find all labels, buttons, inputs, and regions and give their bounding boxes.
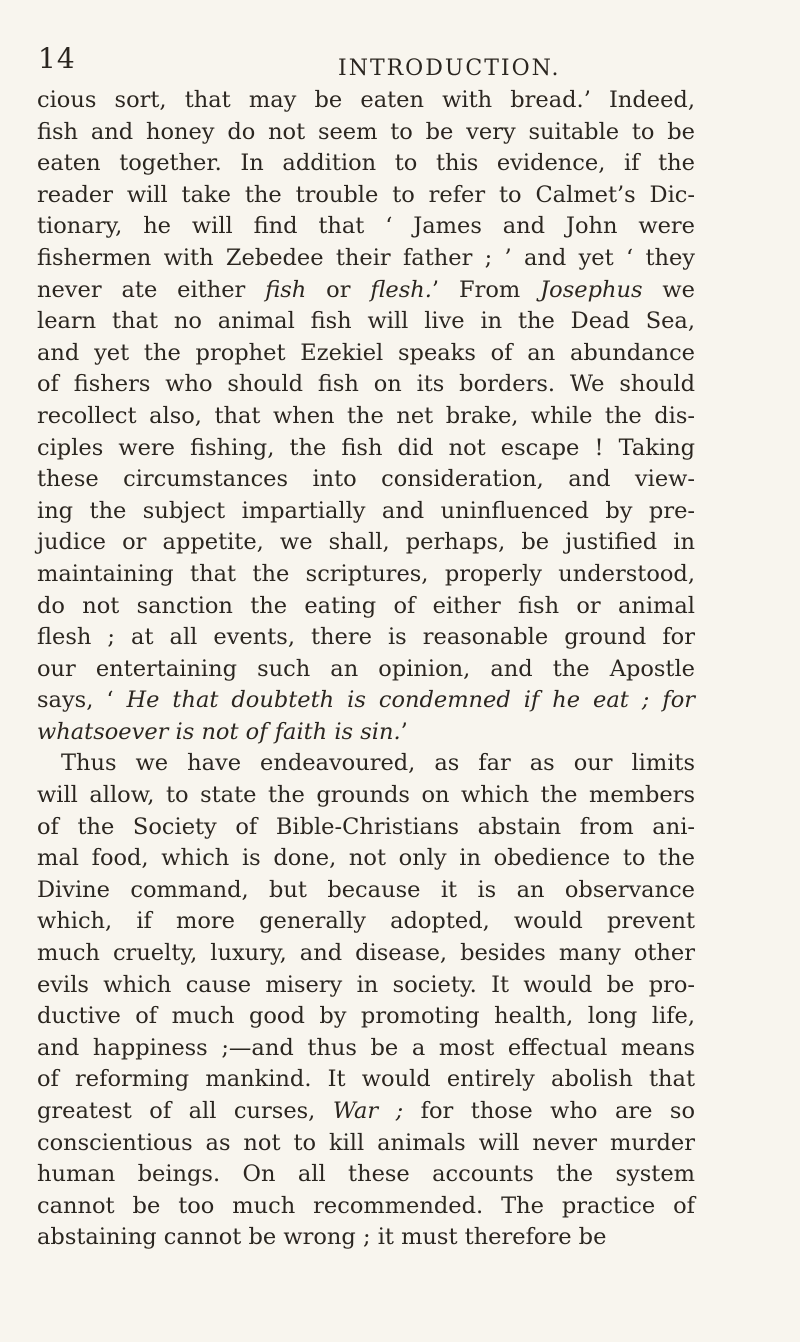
text-line — [37, 148, 695, 180]
text-run: and happiness ;—and thus be a most effectual means — [37, 1034, 695, 1061]
text-run: ductive of much good by promoting health, long life, — [37, 1003, 695, 1030]
text-run: of fishers who should fish on its borders. We should — [37, 371, 695, 398]
text-run: will allow, to state the grounds on which the members — [37, 782, 695, 809]
italic-text: whatsoever is not of faith is sin. — [37, 718, 401, 745]
text-run: judice or appetite, we shall, perhaps, be justified in — [37, 529, 695, 556]
text-line — [37, 338, 695, 370]
text-line — [37, 748, 695, 780]
text-run: fishermen with Zebedee their father ; ’ and yet ‘ they — [37, 244, 695, 271]
text-line — [37, 243, 695, 275]
text-run: learn that no animal fish will live in the Dead Sea, — [37, 308, 695, 335]
text-line — [37, 180, 695, 212]
text-run: maintaining that the scriptures, properly understood, — [37, 560, 695, 587]
text-line — [37, 591, 695, 623]
text-run: ing the subject impartially and uninfluenced by pre- — [37, 497, 695, 524]
text-line — [37, 1222, 695, 1254]
text-line — [37, 938, 695, 970]
text-line — [37, 1191, 695, 1223]
text-line — [37, 875, 695, 907]
text-run: reader will take the trouble to refer to Calmet’s Dic- — [37, 181, 695, 208]
text-line — [37, 622, 695, 654]
text-line — [37, 812, 695, 844]
italic-text: flesh. — [370, 276, 432, 303]
text-run: tionary, he will find that ‘ James and John were — [37, 213, 695, 240]
text-line — [37, 433, 695, 465]
text-line — [37, 970, 695, 1002]
text-line — [37, 1064, 695, 1096]
text-run: abstaining cannot be wrong ; it must therefore be — [37, 1224, 607, 1251]
text-line — [37, 369, 695, 401]
text-line — [37, 1159, 695, 1191]
text-line — [37, 1128, 695, 1160]
body-text — [37, 85, 695, 1254]
text-run: never ate either — [37, 276, 266, 303]
text-line — [37, 843, 695, 875]
running-head-title: INTRODUCTION. — [338, 56, 561, 81]
text-run: for those who are so — [403, 1098, 695, 1124]
text-run: eaten together. In addition to this evidence, if the — [37, 150, 695, 177]
text-run: our entertaining such an opinion, and the Apostle — [37, 655, 695, 682]
text-run: flesh ; at all events, there is reasonable ground for — [37, 624, 695, 651]
text-run: recollect also, that when the net brake, while the dis- — [37, 402, 695, 429]
text-run: human beings. On all these accounts the system — [37, 1161, 695, 1188]
text-line — [37, 401, 695, 433]
text-run: which, if more generally adopted, would prevent — [37, 908, 695, 935]
text-run: cannot be too much recommended. The practice of — [37, 1192, 695, 1219]
text-run: Divine command, but because it is an observance — [37, 876, 695, 903]
text-run: we — [642, 276, 695, 303]
text-run: do not sanction the eating of either fish or animal — [37, 592, 695, 619]
text-run: says, ‘ — [37, 687, 127, 714]
text-line — [37, 496, 695, 528]
text-line — [37, 1096, 695, 1128]
text-line — [37, 464, 695, 496]
text-run: greatest of all curses, — [37, 1098, 333, 1124]
text-run: Thus we have endeavoured, as far as our limits — [61, 750, 695, 777]
text-run: mal food, which is done, not only in obedience to the — [37, 845, 695, 872]
text-line — [37, 1033, 695, 1065]
text-run: conscientious as not to kill animals will never murder — [37, 1129, 695, 1156]
page-number: 14 — [38, 42, 76, 75]
text-line — [37, 306, 695, 338]
text-run: and yet the prophet Ezekiel speaks of an abundance — [37, 339, 695, 366]
text-line — [37, 117, 695, 149]
text-run: ’ — [400, 718, 408, 745]
italic-text: War ; — [332, 1098, 404, 1124]
text-line — [37, 906, 695, 938]
text-line — [37, 211, 695, 243]
text-run: much cruelty, luxury, and disease, besides many other — [37, 940, 695, 967]
text-run: ciples were fishing, the fish did not escape ! Taking — [37, 434, 695, 461]
text-run: of reforming mankind. It would entirely abolish that — [37, 1066, 695, 1093]
text-line — [37, 780, 695, 812]
text-line — [37, 559, 695, 591]
text-run: evils which cause misery in society. It would be pro- — [37, 971, 695, 998]
text-line — [37, 527, 695, 559]
italic-text: fish — [265, 276, 307, 303]
text-line — [37, 685, 695, 717]
text-line — [37, 85, 695, 117]
text-run: ’ From — [431, 276, 541, 303]
text-run: these circumstances into consideration, and view- — [37, 466, 695, 493]
text-run: cious sort, that may be eaten with bread.’ Indeed, — [37, 87, 695, 113]
text-run: or — [306, 276, 371, 303]
text-run: of the Society of Bible-Christians abstain from ani- — [37, 813, 695, 840]
text-run: fish and honey do not seem to be very suitable to be — [37, 118, 695, 145]
text-line — [37, 1001, 695, 1033]
text-line — [37, 654, 695, 686]
italic-text: Josephus — [540, 276, 643, 303]
text-line — [37, 275, 695, 307]
text-line — [37, 717, 695, 749]
italic-text: He that doubteth is condemned if he eat ; for — [126, 687, 696, 714]
